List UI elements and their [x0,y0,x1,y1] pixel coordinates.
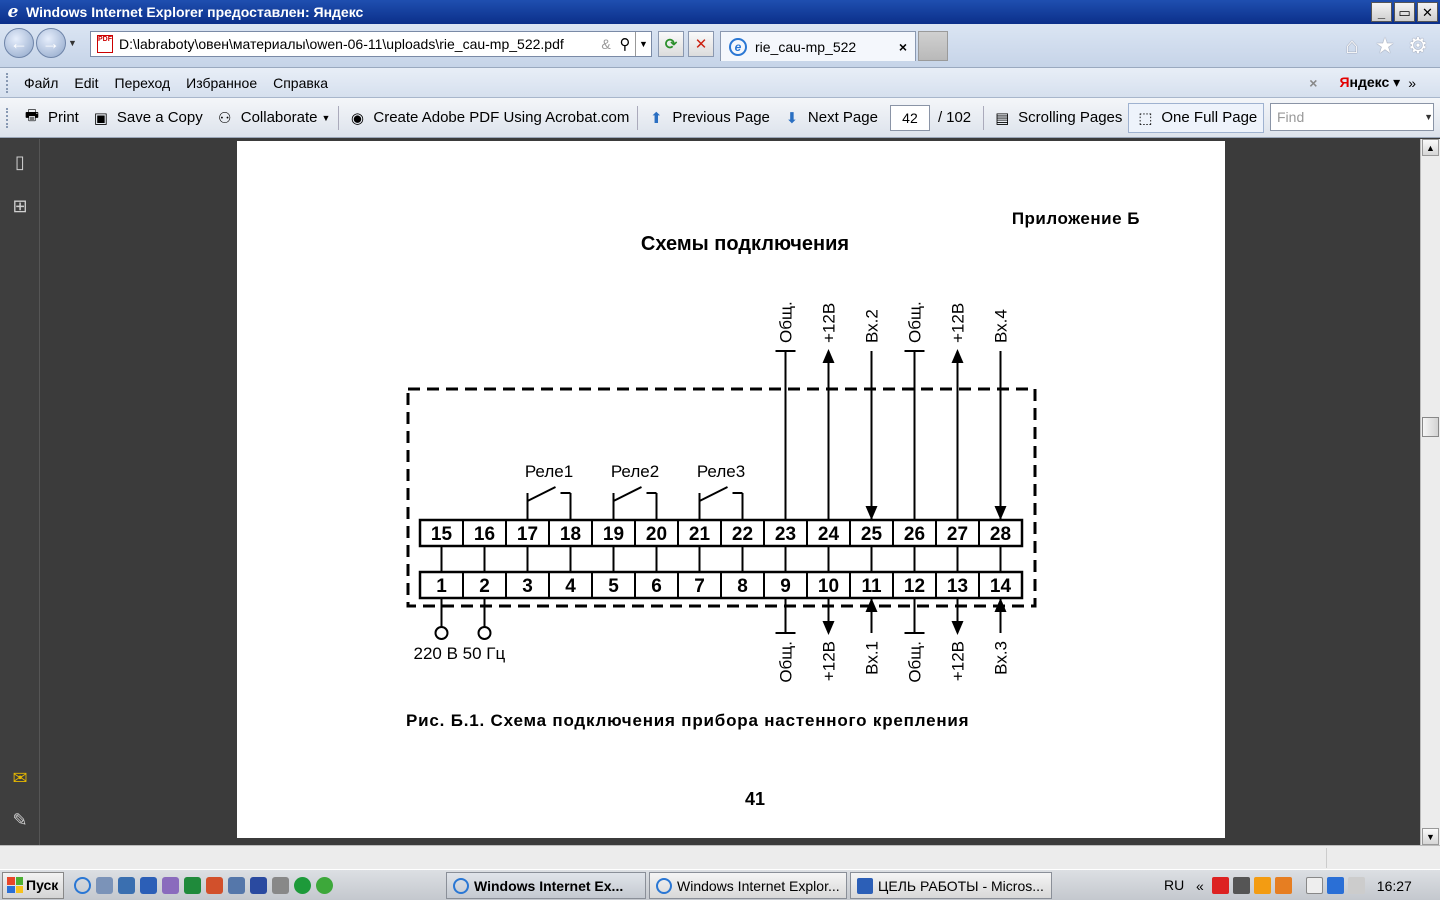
page-separator: / [937,109,943,126]
terminal-label: 13 [946,576,969,597]
desktop-quicklaunch-icon[interactable] [118,877,135,894]
wiring-diagram [237,141,1225,838]
find-dropdown-icon[interactable]: ▼ [1424,112,1433,122]
pdf-page [237,141,1225,838]
relay-label: Реле2 [610,462,660,481]
next-page-button[interactable] [776,103,884,133]
address-toolbar [0,24,1440,68]
tab-close-button[interactable]: × [898,38,908,55]
signal-label: +12В [819,641,839,682]
previous-page-label: Previous Page [672,109,770,126]
arrow-in [995,506,1007,520]
terminal-label: 1 [436,576,447,597]
windows-logo-icon [7,877,23,893]
taskbar-ie-window-2[interactable] [649,872,847,899]
terminal-label: 26 [903,524,926,545]
terminal-label: 8 [737,576,748,597]
one-full-page-label: One Full Page [1161,109,1258,126]
menu-help[interactable]: Справка [273,74,329,91]
tray-monitor-icon[interactable] [1233,877,1250,894]
printer-icon: 🖶 [24,107,40,124]
collaborate-label: Collaborate [240,109,318,126]
word-quicklaunch-icon[interactable] [140,877,157,894]
scroll-thumb[interactable] [1422,417,1439,437]
powerpoint-quicklaunch-icon[interactable] [206,877,223,894]
history-dropdown-icon[interactable]: ▼ [68,38,77,48]
back-button[interactable]: ← [4,28,34,58]
signal-label: Вх.2 [862,309,882,343]
close-window-button[interactable]: ✕ [1417,2,1438,22]
search-icon[interactable]: ⚲ [619,36,631,53]
home-icon[interactable]: ⌂ [1345,33,1359,58]
terminal-label: 5 [608,576,619,597]
favorites-star-icon[interactable]: ★ [1375,33,1395,58]
scrolling-pages-button[interactable] [986,103,1128,133]
ie-taskbar-icon-2 [656,878,672,894]
server-quicklaunch-icon[interactable] [96,877,113,894]
taskbar-ie-window-2-label: Windows Internet Explor... [677,877,840,894]
one-full-page-button[interactable] [1128,103,1264,133]
relay-switch-blade [614,487,642,501]
comments-icon[interactable]: ✉ [12,768,28,788]
terminal-label: 27 [946,524,969,545]
figure-caption: Рис. Б.1. Схема подключения прибора настенного крепления [406,711,970,730]
tray-antivirus-icon[interactable] [1212,877,1229,894]
taskbar [0,869,1440,900]
menu-edit[interactable]: Edit [74,74,99,91]
arrow-out [952,349,964,363]
terminal-label: 17 [516,524,539,545]
tab-pdf[interactable] [720,31,916,61]
outlook-quicklaunch-icon[interactable] [162,877,179,894]
tray-update-icon[interactable] [1275,877,1292,894]
maximize-button[interactable]: ▭ [1394,2,1415,22]
pages-panel-icon[interactable]: ▯ [15,152,25,172]
vertical-scrollbar[interactable] [1420,139,1440,845]
tab-title: rie_cau-mp_522 [755,38,857,55]
signal-label: +12В [948,302,968,343]
menu-bar [0,68,1440,98]
language-indicator[interactable]: RU [1164,877,1185,893]
page-number: 41 [745,789,766,809]
word-taskbar-icon [857,878,873,894]
save-copy-button[interactable] [85,103,209,133]
address-url[interactable]: D:\labraboty\овен\материалы\owen-06-11\uploads\rie_cau-mp_522.pdf [119,36,564,52]
start-button[interactable] [2,872,64,899]
yandex-button[interactable]: Яндекс ▾ [1339,74,1401,90]
document-quicklaunch-icon[interactable] [228,877,245,894]
new-tab-button[interactable] [918,31,948,61]
taskbar-ie-window-1-label: Windows Internet Ex... [474,877,624,894]
toolbar-grip [6,73,10,93]
menu-favorites[interactable]: Избранное [186,74,258,91]
terminal-label: 3 [522,576,533,597]
tray-volume-icon[interactable] [1348,877,1365,894]
acrobat-com-icon: ◉ [350,109,364,127]
page-title: Схемы подключения [640,233,850,255]
signal-label: Общ. [776,301,796,343]
one-full-page-icon: ⬚ [1138,109,1153,127]
relay-label: Реле1 [524,462,574,481]
scroll-down-arrow-icon[interactable]: ▼ [1422,828,1439,845]
collaborate-dropdown-icon: ▼ [321,112,331,123]
arrow-out [823,621,835,635]
relay-label: Реле3 [696,462,746,481]
forward-button[interactable]: → [36,28,66,58]
window-titlebar [0,0,1440,24]
arrow-down-icon: ⬇ [785,109,799,127]
window-title: Windows Internet Explorer предоставлен: Яндекс [26,4,364,20]
power-terminal-circle [479,627,491,639]
find-placeholder: Find [1277,109,1305,125]
ie-logo-icon: e [7,2,19,22]
address-dropdown-icon[interactable]: ▼ [635,32,651,56]
ie-quicklaunch-icon[interactable] [74,877,91,894]
print-label: Print [48,109,79,126]
arrow-in [866,506,878,520]
terminal-label: 16 [473,524,496,545]
terminal-label: 4 [565,576,576,597]
navigation-panel [0,139,40,845]
ie-taskbar-icon [453,878,469,894]
terminal-label: 6 [651,576,662,597]
compat-view-icon[interactable]: & [601,36,611,52]
power-terminal-circle [436,627,448,639]
relay-switch-blade [528,487,556,501]
minimize-button[interactable]: _ [1371,2,1392,22]
terminal-label: 18 [559,524,582,545]
terminal-label: 24 [817,524,840,545]
tools-quicklaunch-icon[interactable] [272,877,289,894]
chrome-quicklaunch-icon[interactable] [316,877,333,894]
stop-button[interactable]: ✕ [688,31,714,57]
taskbar-word-window[interactable] [850,872,1052,899]
taskbar-ie-window-1[interactable] [446,872,646,899]
acrobat-toolbar-grip [6,108,10,128]
terminal-label: 15 [430,524,453,545]
ie-tab-icon: e [729,38,747,56]
menu-go[interactable]: Переход [114,74,171,91]
collaborate-icon: ⚇ [218,109,232,127]
create-pdf-button[interactable] [341,103,635,133]
taskbar-word-window-label: ЦЕЛЬ РАБОТЫ - Micros... [878,877,1044,894]
signal-label: Общ. [905,641,925,683]
utorrent-quicklaunch-icon[interactable] [294,877,311,894]
save-copy-label: Save a Copy [116,109,203,126]
terminal-label: 19 [602,524,625,545]
refresh-button[interactable]: ⟳ [658,31,684,57]
power-label: 220 В 50 Гц [413,644,506,663]
toolbar-more-chevron[interactable]: » [1408,74,1416,91]
find-input[interactable] [1270,103,1434,131]
arrow-out [952,621,964,635]
attachments-paperclip-icon[interactable]: ✎ [12,810,28,830]
terminal-label: 20 [645,524,668,545]
terminal-label: 14 [989,576,1012,597]
terminal-label: 11 [861,576,882,597]
scrolling-pages-label: Scrolling Pages [1018,109,1123,126]
relay-switch-blade [700,487,728,501]
tray-battery-icon[interactable] [1306,877,1323,894]
terminal-label: 25 [860,524,883,545]
clock[interactable]: 16:27 [1376,877,1412,894]
terminal-label: 21 [688,524,711,545]
scrolling-pages-icon: ▤ [995,109,1010,127]
acrobat-toolbar [0,98,1440,138]
menu-file[interactable]: Файл [24,74,59,91]
signal-label: Вх.1 [862,641,882,675]
document-viewport [41,139,1420,845]
terminal-label: 9 [780,576,791,597]
previous-page-button[interactable] [640,103,776,133]
arrow-out [823,349,835,363]
signal-label: +12В [948,641,968,682]
tray-expand-chevron[interactable]: « [1196,877,1204,894]
create-pdf-label: Create Adobe PDF Using Acrobat.com [373,109,630,126]
scroll-up-arrow-icon[interactable]: ▲ [1422,139,1439,156]
signal-label: +12В [819,302,839,343]
start-label: Пуск [26,877,59,893]
terminal-label: 23 [774,524,797,545]
signal-label: Вх.3 [991,641,1011,675]
terminal-label: 7 [694,576,705,597]
appendix-heading: Приложение Б [1011,209,1140,228]
total-pages: 102 [946,109,972,126]
yandex-brand-first: Я [1339,74,1350,90]
system-tray [1192,872,1412,899]
excel-quicklaunch-icon[interactable] [184,877,201,894]
terminal-label: 28 [989,524,1012,545]
terminal-label: 12 [903,576,926,597]
print-button[interactable] [16,103,85,133]
tray-app-icon[interactable] [1254,877,1271,894]
yandex-bar-close-button[interactable]: × [1309,74,1318,91]
binoculars-search-icon[interactable]: ⊞ [12,196,28,216]
status-bar-panel [1326,848,1426,868]
network-quicklaunch-icon[interactable] [250,877,267,894]
pdf-file-icon: PDF [97,35,113,53]
tools-gear-icon[interactable]: ⚙ [1408,33,1428,58]
terminal-label: 22 [731,524,754,545]
signal-label: Общ. [776,641,796,683]
tray-network-icon[interactable] [1327,877,1344,894]
status-bar [0,845,1440,869]
collaborate-button[interactable] [209,103,337,133]
quick-launch [74,877,333,894]
yandex-brand-rest: ндекс [1349,74,1390,90]
floppy-disk-icon: ▣ [93,109,108,127]
signal-label: Вх.4 [991,309,1011,343]
terminal-label: 2 [479,576,490,597]
terminal-label: 10 [817,576,840,597]
signal-label: Общ. [905,301,925,343]
next-page-label: Next Page [807,109,878,126]
page-number-input[interactable]: 42 [890,105,930,131]
arrow-up-icon: ⬆ [650,109,663,127]
address-bar[interactable] [90,31,652,57]
